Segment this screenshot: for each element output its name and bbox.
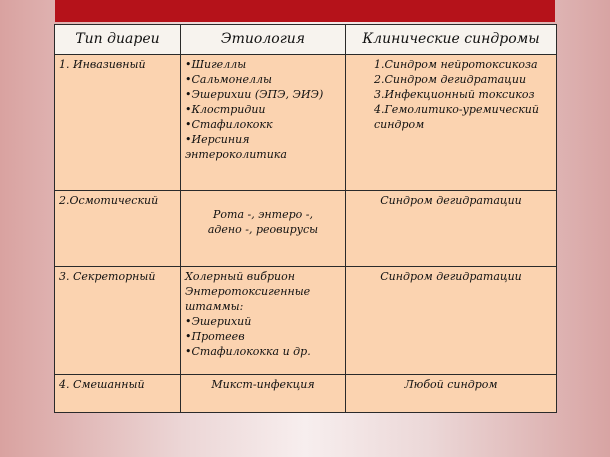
row-type: 1. Инвазивный: [55, 55, 181, 191]
table-row: [55, 191, 557, 267]
row-type: 4. Смешанный: [55, 375, 181, 413]
syndrome-item: 4.Гемолитико-уремический синдром: [374, 103, 539, 131]
syndrome-item: Синдром дегидратации: [380, 270, 522, 283]
etiology-item: Энтеротоксигенные штаммы:: [185, 285, 311, 313]
header-row: [55, 25, 557, 55]
header-etiology: Этиология: [181, 25, 346, 55]
syndrome-item: 3.Инфекционный токсикоз: [374, 88, 535, 101]
syndrome-item: Любой синдром: [404, 378, 498, 391]
etiology-item: адено -, реовирусы: [207, 223, 319, 236]
etiology-cell: [181, 375, 346, 413]
etiology-item: •Клостридии: [185, 103, 266, 116]
syndrome-item: Синдром дегидратации: [380, 194, 522, 207]
etiology-item: •Эшерихии (ЭПЭ, ЭИЭ): [185, 88, 324, 101]
row-type: 3. Секреторный: [55, 267, 181, 375]
etiology-item: •Иерсиния энтероколитика: [185, 133, 287, 161]
header-syndromes: Клинические синдромы: [346, 25, 557, 55]
etiology-item: •Сальмонеллы: [185, 73, 272, 86]
etiology-item: •Шигеллы: [185, 58, 247, 71]
etiology-item: •Протеев: [185, 330, 245, 343]
syndrome-item: 2.Синдром дегидратации: [374, 73, 527, 86]
syndromes-cell: [346, 191, 557, 267]
etiology-item: Микст-инфекция: [211, 378, 315, 391]
etiology-item: •Стафилококка и др.: [185, 345, 311, 358]
syndromes-cell: [346, 267, 557, 375]
syndrome-item: 1.Синдром нейротоксикоза: [374, 58, 538, 71]
header-type: Тип диареи: [55, 25, 181, 55]
row-type: 2.Осмотический: [55, 191, 181, 267]
etiology-cell: [181, 55, 346, 191]
title-bar: [55, 0, 555, 22]
etiology-item: Холерный вибрион: [185, 270, 295, 283]
etiology-cell: [181, 191, 346, 267]
table-row: [55, 55, 557, 191]
diarrhea-table: [54, 24, 557, 413]
etiology-item: Рота -, энтеро -,: [213, 208, 313, 221]
etiology-item: •Стафилококк: [185, 118, 273, 131]
etiology-item: •Эшерихий: [185, 315, 252, 328]
etiology-cell: [181, 267, 346, 375]
table-row: [55, 375, 557, 413]
syndromes-cell: [346, 375, 557, 413]
table-row: [55, 267, 557, 375]
syndromes-cell: [346, 55, 557, 191]
